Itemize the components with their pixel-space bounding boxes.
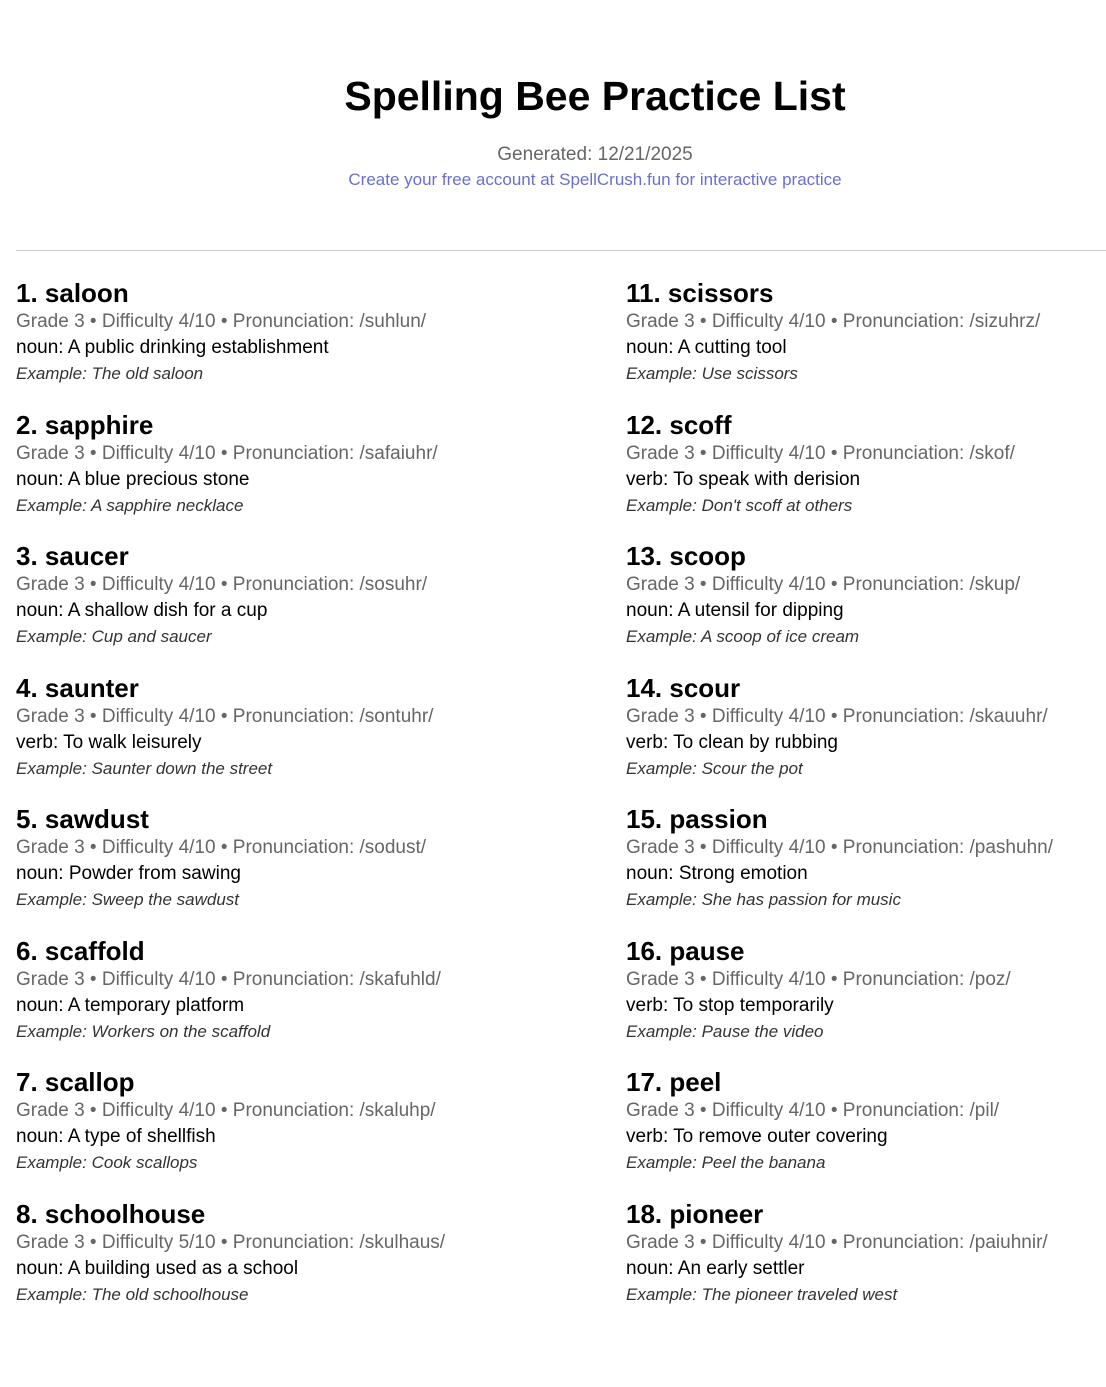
word-example: Example: She has passion for music bbox=[626, 890, 901, 909]
word-entry bbox=[16, 1197, 506, 1329]
word-meta: Grade 3 • Difficulty 4/10 • Pronunciation: /pashuhn/ bbox=[626, 837, 1053, 858]
word-entry bbox=[16, 276, 506, 408]
word-definition: noun: Powder from sawing bbox=[16, 863, 241, 884]
word-definition: noun: A cutting tool bbox=[626, 337, 787, 358]
word-entry bbox=[16, 539, 506, 671]
word-example: Example: Cook scallops bbox=[16, 1153, 198, 1172]
word-heading: 15. passion bbox=[626, 804, 768, 834]
word-example: Example: A scoop of ice cream bbox=[626, 627, 860, 646]
page-title: Spelling Bee Practice List bbox=[344, 73, 846, 119]
word-entry bbox=[626, 802, 1106, 934]
word-example: Example: Don't scoff at others bbox=[626, 495, 853, 515]
word-definition: verb: To walk leisurely bbox=[16, 731, 202, 753]
word-meta: Grade 3 • Difficulty 4/10 • Pronunciation: /skauuhr/ bbox=[626, 705, 1048, 727]
word-example: Example: Saunter down the street bbox=[16, 758, 273, 778]
word-entry bbox=[16, 802, 506, 934]
word-meta: Grade 3 • Difficulty 5/10 • Pronunciation: /skulhaus/ bbox=[16, 1231, 446, 1253]
word-heading: 13. scoop bbox=[626, 541, 746, 571]
word-definition: noun: A shallow dish for a cup bbox=[16, 600, 268, 621]
word-example: Example: Peel the banana bbox=[626, 1153, 826, 1172]
word-definition: noun: A building used as a school bbox=[16, 1257, 299, 1279]
word-heading: 4. saunter bbox=[16, 672, 139, 703]
word-heading: 18. pioneer bbox=[626, 1198, 764, 1229]
word-meta: Grade 3 • Difficulty 4/10 • Pronunciation: /poz/ bbox=[626, 968, 1011, 990]
word-definition: verb: To speak with derision bbox=[626, 468, 861, 490]
word-meta: Grade 3 • Difficulty 4/10 • Pronunciation: /skaluhp/ bbox=[16, 1100, 436, 1121]
word-entry bbox=[626, 276, 1106, 408]
word-example: Example: The old schoolhouse bbox=[16, 1284, 249, 1304]
word-meta: Grade 3 • Difficulty 4/10 • Pronunciation: /suhlun/ bbox=[16, 311, 427, 332]
word-example: Example: Use scissors bbox=[626, 364, 798, 383]
word-entry bbox=[626, 1197, 1106, 1329]
word-example: Example: The pioneer traveled west bbox=[626, 1284, 898, 1304]
word-heading: 5. sawdust bbox=[16, 804, 149, 834]
word-heading: 3. saucer bbox=[16, 541, 129, 571]
word-meta: Grade 3 • Difficulty 4/10 • Pronunciation: /sodust/ bbox=[16, 837, 427, 858]
generated-date: Generated: 12/21/2025 bbox=[497, 144, 693, 165]
word-meta: Grade 3 • Difficulty 4/10 • Pronunciation: /skup/ bbox=[626, 574, 1021, 595]
word-entry bbox=[626, 1065, 1106, 1197]
word-example: Example: Workers on the scaffold bbox=[16, 1021, 271, 1041]
word-meta: Grade 3 • Difficulty 4/10 • Pronunciation: /sosuhr/ bbox=[16, 574, 428, 595]
word-heading: 16. pause bbox=[626, 935, 745, 966]
word-entry bbox=[16, 1065, 506, 1197]
word-example: Example: A sapphire necklace bbox=[16, 495, 244, 515]
word-entry bbox=[626, 671, 1106, 803]
word-heading: 8. schoolhouse bbox=[16, 1198, 206, 1229]
word-definition: verb: To stop temporarily bbox=[626, 994, 834, 1016]
word-definition: noun: A type of shellfish bbox=[16, 1126, 216, 1147]
word-list-left-column bbox=[16, 276, 506, 1328]
word-meta: Grade 3 • Difficulty 4/10 • Pronunciation: /sizuhrz/ bbox=[626, 311, 1041, 332]
word-heading: 1. saloon bbox=[16, 278, 129, 308]
word-entry bbox=[16, 408, 506, 540]
word-example: Example: Sweep the sawdust bbox=[16, 890, 240, 909]
word-definition: verb: To clean by rubbing bbox=[626, 731, 838, 753]
header-divider bbox=[16, 250, 1106, 251]
word-definition: noun: An early settler bbox=[626, 1257, 805, 1279]
word-definition: noun: A utensil for dipping bbox=[626, 600, 844, 621]
word-heading: 12. scoff bbox=[626, 409, 732, 440]
word-example: Example: Pause the video bbox=[626, 1021, 824, 1041]
word-definition: noun: Strong emotion bbox=[626, 863, 808, 884]
word-heading: 2. sapphire bbox=[16, 409, 154, 440]
word-heading: 17. peel bbox=[626, 1067, 722, 1097]
word-entry bbox=[626, 408, 1106, 540]
word-entry bbox=[16, 934, 506, 1066]
word-meta: Grade 3 • Difficulty 4/10 • Pronunciation: /skof/ bbox=[626, 442, 1015, 464]
word-example: Example: Scour the pot bbox=[626, 758, 803, 778]
word-meta: Grade 3 • Difficulty 4/10 • Pronunciation: /sontuhr/ bbox=[16, 705, 434, 727]
word-definition: verb: To remove outer covering bbox=[626, 1126, 888, 1147]
word-meta: Grade 3 • Difficulty 4/10 • Pronunciation: /skafuhld/ bbox=[16, 968, 441, 990]
word-heading: 11. scissors bbox=[626, 278, 774, 308]
word-entry bbox=[626, 934, 1106, 1066]
word-example: Example: Cup and saucer bbox=[16, 627, 212, 646]
word-meta: Grade 3 • Difficulty 4/10 • Pronunciation: /paiuhnir/ bbox=[626, 1231, 1048, 1253]
word-definition: noun: A public drinking establishment bbox=[16, 337, 329, 358]
word-entry bbox=[16, 671, 506, 803]
promo-link[interactable]: Create your free account at SpellCrush.fun for interactive practice bbox=[348, 170, 842, 189]
word-entry bbox=[626, 539, 1106, 671]
word-definition: noun: A blue precious stone bbox=[16, 468, 250, 490]
word-heading: 6. scaffold bbox=[16, 935, 145, 966]
word-list-right-column bbox=[626, 276, 1106, 1328]
word-heading: 14. scour bbox=[626, 672, 741, 703]
word-definition: noun: A temporary platform bbox=[16, 994, 245, 1016]
word-meta: Grade 3 • Difficulty 4/10 • Pronunciation: /safaiuhr/ bbox=[16, 442, 438, 464]
word-example: Example: The old saloon bbox=[16, 364, 204, 383]
word-meta: Grade 3 • Difficulty 4/10 • Pronunciation: /pil/ bbox=[626, 1100, 1000, 1121]
word-heading: 7. scallop bbox=[16, 1067, 135, 1097]
